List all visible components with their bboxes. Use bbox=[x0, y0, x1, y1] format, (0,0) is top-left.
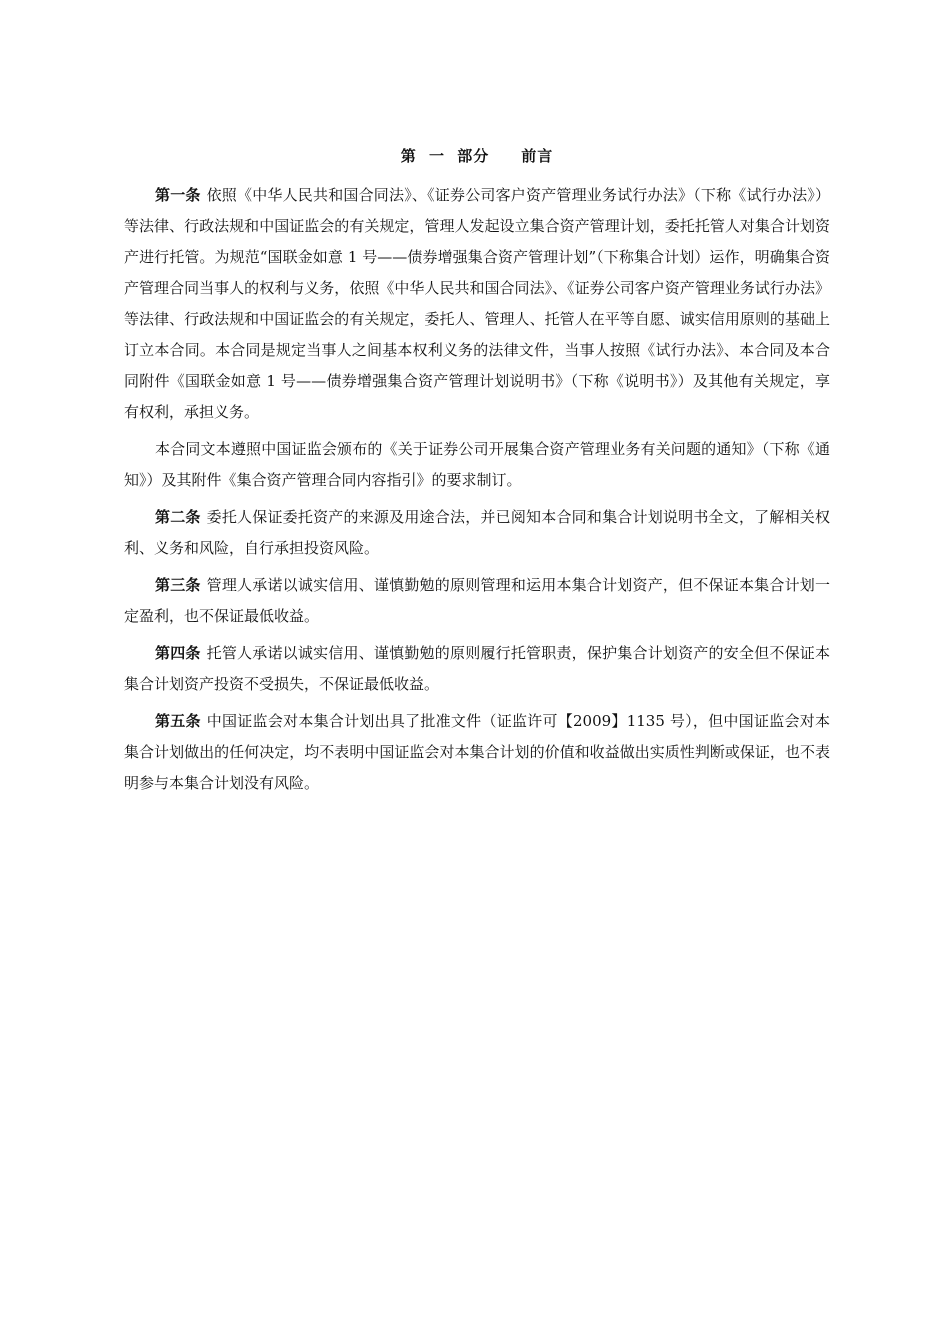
article-text: 中国证监会对本集合计划出具了批准文件（证监许可【2009】1135 号），但中国证监会对本集合计划做出的任何决定，均不表明中国证监会对本集合计划的价值和收益做出实质性判断或保证，也不表明参与本集合计划没有风险。 bbox=[124, 712, 830, 792]
section-title: 第 一 部分 前言 bbox=[400, 147, 554, 165]
article-5 bbox=[124, 706, 830, 799]
article-label: 第一条 bbox=[155, 186, 201, 204]
article-text: 管理人承诺以诚实信用、谨慎勤勉的原则管理和运用本集合计划资产，但不保证本集合计划一定盈利，也不保证最低收益。 bbox=[124, 576, 830, 625]
article-label: 第四条 bbox=[155, 644, 201, 662]
article-2 bbox=[124, 502, 830, 564]
article-label: 第二条 bbox=[155, 508, 201, 526]
article-text: 托管人承诺以诚实信用、谨慎勤勉的原则履行托管职责，保护集合计划资产的安全但不保证本集合计划资产投资不受损失，不保证最低收益。 bbox=[124, 644, 830, 693]
article-1-note bbox=[124, 434, 830, 496]
article-1 bbox=[124, 180, 830, 428]
article-3 bbox=[124, 570, 830, 632]
article-4 bbox=[124, 638, 830, 700]
document-page bbox=[124, 146, 830, 805]
article-text: 委托人保证委托资产的来源及用途合法，并已阅知本合同和集合计划说明书全文，了解相关权利、义务和风险，自行承担投资风险。 bbox=[124, 508, 830, 557]
article-text: 本合同文本遵照中国证监会颁布的《关于证券公司开展集合资产管理业务有关问题的通知》（下称《通知》）及其附件《集合资产管理合同内容指引》的要求制订。 bbox=[124, 440, 830, 489]
article-label: 第三条 bbox=[155, 576, 201, 594]
article-label: 第五条 bbox=[155, 712, 201, 730]
article-text: 依照《中华人民共和国合同法》、《证券公司客户资产管理业务试行办法》（下称《试行办法》）等法律、行政法规和中国证监会的有关规定，管理人发起设立集合资产管理计划，委托托管人对集合计划资产进行托管。为规范“国联金如意 1 号——债券增强集合资产管理计划”（下称集合计划）运作，明确集合资产管理合同当事人的权利与义务，依照《中华人民共和国合同法》、《证券公司客户资产管理业务试行办法》等法律、行政法规和中国证监会的有关规定，委托人、管理人、托管人在平等自愿、诚实信用原则的基础上订立本合同。本合同是规定当事人之间基本权利义务的法律文件，当事人按照《试行办法》、本合同及本合同附件《国联金如意 1 号——债券增强集合资产管理计划说明书》（下称《说明书》）及其他有关规定，享有权利，承担义务。 bbox=[124, 186, 830, 421]
